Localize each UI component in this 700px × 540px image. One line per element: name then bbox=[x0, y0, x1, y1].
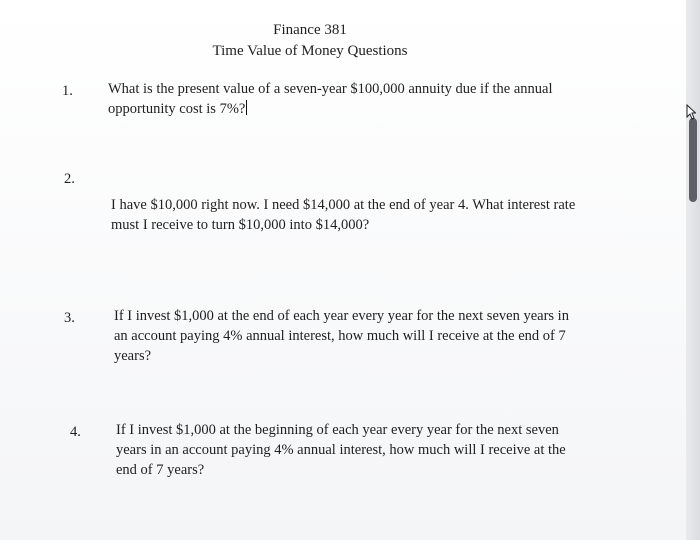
text-cursor bbox=[246, 100, 247, 115]
question-1-text[interactable] bbox=[108, 79, 578, 119]
mouse-pointer-icon bbox=[686, 104, 696, 120]
document-subtitle: Time Value of Money Questions bbox=[212, 43, 408, 59]
question-3-number: 3. bbox=[64, 310, 75, 326]
question-1-text-content: What is the present value of a seven-year $100,000 annuity due if the annual opportunity cost is 7%? bbox=[108, 81, 553, 117]
scrollbar-track[interactable] bbox=[686, 0, 700, 540]
question-3-text: If I invest $1,000 at the end of each year every year for the next seven years in an account paying 4% annual interest, how much will I receive at the end of 7 years? bbox=[114, 308, 569, 364]
document-header bbox=[0, 20, 620, 61]
scrollbar-thumb[interactable] bbox=[689, 118, 697, 202]
question-2-number: 2. bbox=[64, 171, 75, 187]
question-1-number: 1. bbox=[62, 83, 73, 99]
question-2-text: I have $10,000 right now. I need $14,000 at the end of year 4. What interest rate must I receive to turn $10,000 into $14,000? bbox=[111, 197, 576, 233]
course-title: Finance 381 bbox=[273, 22, 347, 38]
question-4-number: 4. bbox=[70, 424, 81, 440]
question-4-text: If I invest $1,000 at the beginning of each year every year for the next seven years in an account paying 4% annual interest, how much will I receive at the end of 7 years? bbox=[116, 422, 566, 478]
